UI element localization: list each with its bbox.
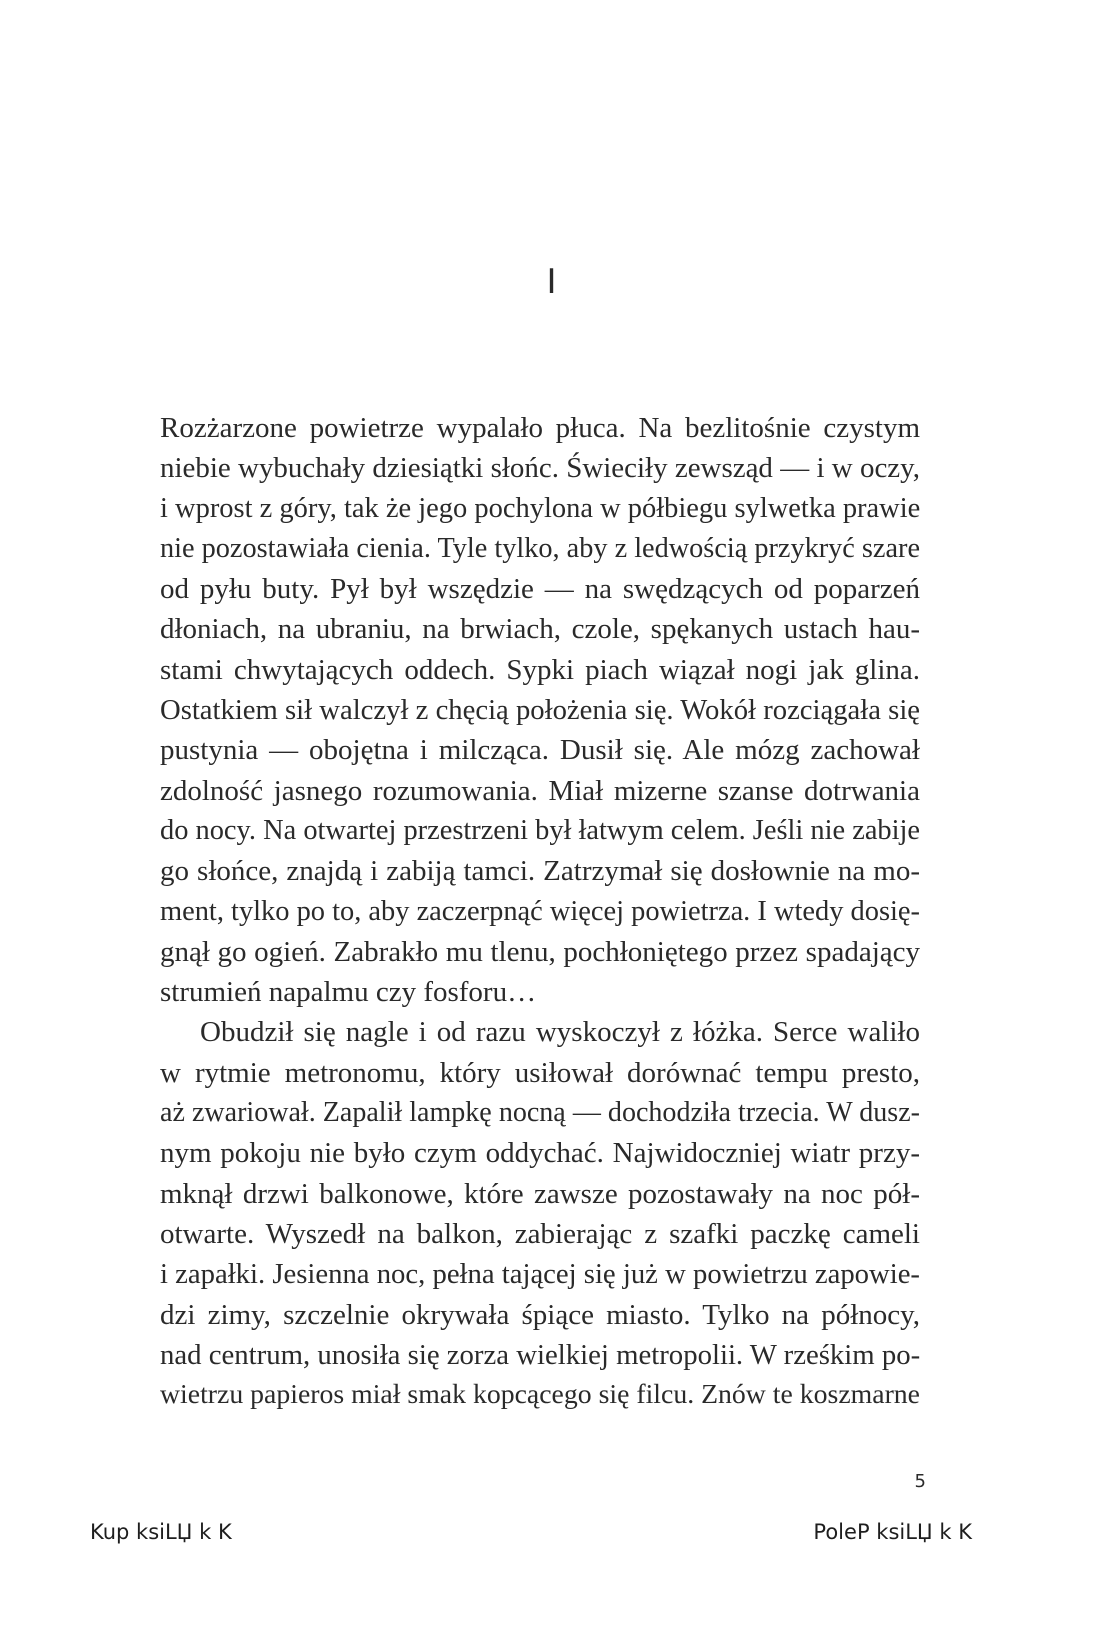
text-line: i zapałki. Jesienna noc, pełna tającej się już w powietrzu zapowie- [160,1258,920,1291]
text-line: gnął go ogień. Zabrakło mu tlenu, pochłoniętego przez spadający [160,935,920,968]
text-line: w rytmie metronomu, który usiłował dorównać tempu presto, [160,1056,920,1089]
text-line: i wprost z góry, tak że jego pochylona w półbiegu sylwetka prawie [160,492,921,524]
text-line: Ostatkiem sił walczył z chęcią położenia się. Wokół rozciągała się [160,694,920,727]
chapter-body-text [160,408,920,1415]
buy-book-link[interactable]: Kup ksiLЏ k K [90,1520,232,1544]
page-number: 5 [914,1471,926,1492]
text-line: stami chwytających oddech. Sypki piach wiązał nogi jak glina. [160,653,920,686]
text-line: pustynia — obojętna i milcząca. Dusił się. Ale mózg zachował [160,734,920,767]
chapter-number: I [546,262,557,302]
text-line: wietrzu papieros miał smak kopcącego się filcu. Znów te koszmarne [160,1379,920,1411]
text-line: zdolność jasnego rozumowania. Miał mizerne szanse dotrwania [160,774,920,807]
text-line: nie pozostawiała cienia. Tyle tylko, aby z ledwością przykryć szare [160,532,921,564]
text-line: niebie wybuchały dziesiątki słońc. Świeciły zewsząd — i w oczy, [160,452,920,485]
text-line: dłoniach, na ubraniu, na brwiach, czole, spękanych ustach hau- [160,613,920,646]
text-line: strumień napalmu czy fosforu… [160,976,537,1009]
paragraph-1 [160,408,920,1012]
text-line: mknął drzwi balkonowe, które zawsze pozostawały na noc pół- [160,1177,920,1210]
text-line: do nocy. Na otwartej przestrzeni był łatwym celem. Jeśli nie zabije [160,814,920,846]
text-line: otwarte. Wyszedł na balkon, zabierając z szafki paczkę cameli [160,1217,920,1250]
text-line: ment, tylko po to, aby zaczerpnąć więcej powietrza. I wtedy dosię- [160,895,920,927]
text-line: go słońce, znajdą i zabiją tamci. Zatrzymał się dosłownie na mo- [160,855,920,888]
recommend-book-link[interactable]: PoleP ksiLЏ k K [813,1520,972,1544]
text-line: Rozżarzone powietrze wypalało płuca. Na bezlitośnie czystym [160,412,920,444]
text-line: nym pokoju nie było czym oddychać. Najwidoczniej wiatr przy- [160,1137,920,1170]
text-line: od pyłu buty. Pył był wszędzie — na swędzących od poparzeń [160,573,920,606]
text-line: Obudził się nagle i od razu wyskoczył z łóżka. Serce waliło [200,1016,920,1049]
text-line: aż zwariował. Zapalił lampkę nocną — dochodziła trzecia. W dusz- [160,1097,920,1129]
text-line: nad centrum, unosiła się zorza wielkiej metropolii. W rześkim po- [160,1338,921,1371]
paragraph-2 [160,1012,920,1415]
text-line: dzi zimy, szczelnie okrywała śpiące miasto. Tylko na północy, [160,1298,920,1331]
